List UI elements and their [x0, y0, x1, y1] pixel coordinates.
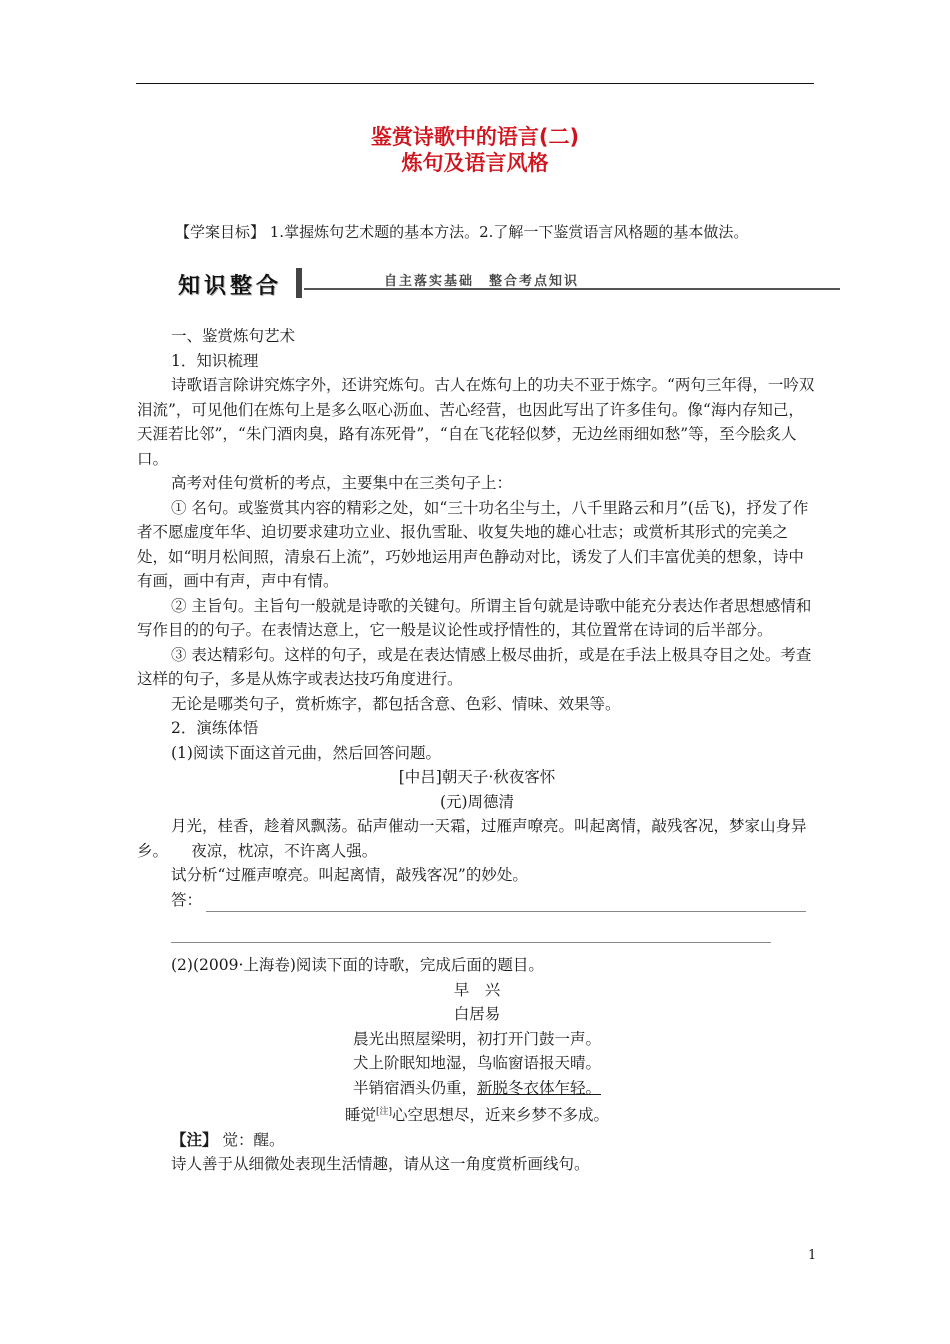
note-text: 觉：醒。	[222, 1130, 285, 1149]
note-label: 【注】	[171, 1129, 218, 1149]
banner-subtitle: 自主落实基础 整合考点知识	[384, 274, 580, 289]
poem-title: 早 兴	[453, 980, 501, 999]
section-heading: 一、鉴赏炼句艺术	[171, 327, 296, 345]
main-content	[137, 324, 817, 1177]
list-item: ① 名句。或鉴赏其内容的精彩之处，如“三十功名尘与土，八千里路云和月”(岳飞)，抒发了作者不愿虚度年华、迫切要求建功立业、报仇雪耻、收复失地的雄心壮志；或赏析其形式的完美之处，如“明月松间照，清泉石上流”，巧妙地运用声色静动对比，诱发了人们丰富优美的想象，诗中有画，画中有声，声中有情。	[137, 498, 809, 590]
question-text: 诗人善于从细微处表现生活情趣，请从这一角度赏析画线句。	[171, 1155, 590, 1174]
banner-title: 知识整合	[178, 274, 283, 299]
question-intro: (2)(2009·上海卷)阅读下面的诗歌，完成后面的题目。	[171, 956, 544, 974]
poem-title: [中吕]朝天子·秋夜客怀	[398, 768, 556, 786]
answer-row	[171, 888, 817, 913]
answer-line-2[interactable]	[171, 912, 771, 943]
poem-line-part: 半销宿酒头仍重，	[352, 1078, 477, 1097]
underlined-line: 新脱冬衣体乍轻。	[477, 1078, 602, 1097]
answer-line[interactable]	[206, 893, 806, 912]
subheading-practice: 2．演练体悟	[171, 719, 259, 737]
paragraph: 高考对佳句赏析的考点，主要集中在三类句子上：	[171, 474, 513, 492]
paragraph: 诗歌语言除讲究炼字外，还讲究炼句。古人在炼句上的功夫不亚于炼字。“两句三年得，一吟双泪流”，可见他们在炼句上是多么呕心沥血、苦心经营，也因此写出了许多佳句。像“海内存知己，天涯若比邻”，“朱门酒肉臭，路有冻死骨”，“自在飞花轻似梦，无边丝雨细如愁”等，至今脍炙人口。	[137, 376, 815, 468]
poem-line	[137, 1100, 817, 1128]
poem-line-part: 心空思想尽，近来乡梦不多成。	[392, 1106, 610, 1125]
note	[137, 1128, 817, 1153]
question-text: 试分析“过雁声嘹亮。叫起离情，敲残客况”的妙处。	[171, 866, 528, 884]
question-intro: (1)阅读下面这首元曲，然后回答问题。	[171, 743, 441, 762]
poem-author: 白居易	[453, 1005, 501, 1023]
page-subtitle: 炼句及语言风格	[401, 151, 549, 175]
list-item: ② 主旨句。主旨句一般就是诗歌的关键句。所谓主旨句就是诗歌中能充分表达作者思想感情和写作目的的句子。在表情达意上，它一般是议论性或抒情性的，其位置常在诗词的后半部分。	[137, 596, 812, 639]
poem-author: (元)周德清	[439, 792, 515, 811]
poem-line: 犬上阶眠知地湿，鸟临窗语报天晴。	[352, 1054, 601, 1072]
paragraph: 无论是哪类句子，赏析炼字，都包括含意、色彩、情味、效果等。	[171, 694, 621, 713]
learning-goal: 【学案目标】 1.掌握炼句艺术题的基本方法。2.了解一下鉴赏语言风格题的基本做法。	[175, 223, 749, 241]
subheading-knowledge: 1．知识梳理	[171, 351, 259, 370]
note-marker: [注]	[375, 1107, 393, 1117]
banner-divider	[296, 268, 302, 298]
poem-text: 月光，桂香，趁着风飘荡。砧声催动一天霜，过雁声嘹亮。叫起离情，敲残客况，梦家山身异乡。 夜凉，枕凉，不许离人强。	[137, 817, 807, 860]
poem-line: 晨光出照屋梁明，初打开门鼓一声。	[352, 1029, 601, 1048]
page-title: 鉴赏诗歌中的语言(二)	[370, 125, 580, 149]
section-banner	[172, 266, 840, 300]
list-item: ③ 表达精彩句。这样的句子，或是在表达情感上极尽曲折，或是在手法上极具夺目之处。考查这样的句子，多是从炼字或表达技巧角度进行。	[137, 645, 812, 688]
poem-line-part: 睡觉	[344, 1106, 376, 1125]
poem-line	[137, 1076, 817, 1101]
header-rule	[136, 83, 814, 84]
answer-label: 答：	[171, 890, 203, 909]
page-number: 1	[808, 1248, 817, 1263]
